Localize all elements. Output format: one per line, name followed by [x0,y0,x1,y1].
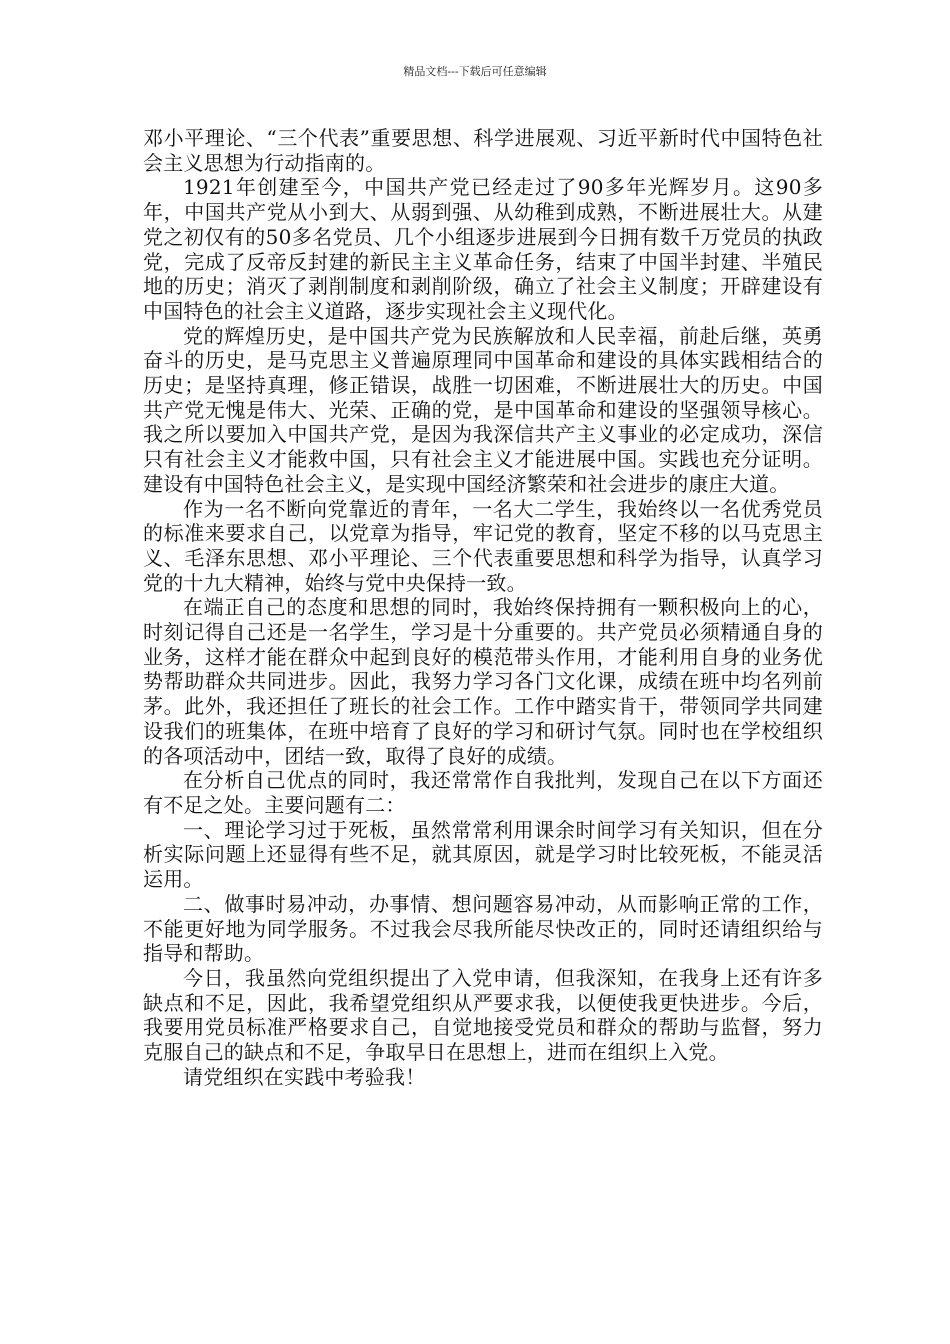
document-body [143,126,823,1089]
paragraph-application: 今日，我虽然向党组织提出了入党申请，但我深知，在我身上还有许多缺点和不足，因此，我希望党组织从严要求我，以便使我更快进步。今后，我要用党员标准严格要求自己，自觉地接受党员和群众的帮助与监督，努力克服自己的缺点和不足，争取早日在思想上，进而在组织上入党。 [143,965,823,1065]
paragraph-party-history: 1921年创建至今，中国共产党已经走过了90多年光辉岁月。这90多年，中国共产党从小到大、从弱到强、从幼稚到成熟，不断进展壮大。从建党之初仅有的50多名党员、几个小组逐步进展到今日拥有数千万党员的执政党，完成了反帝反封建的新民主主义革命任务，结束了中国半封建、半殖民地的历史；消灭了剥削制度和剥削阶级，确立了社会主义制度；开辟建设有中国特色的社会主义道路，逐步实现社会主义现代化。 [143,175,823,323]
paragraph-continuation: 邓小平理论、“三个代表”重要思想、科学进展观、习近平新时代中国特色社会主义思想为行动指南的。 [143,126,823,175]
paragraph-closing: 请党组织在实践中考验我！ [183,1064,426,1089]
paragraph-glorious-history: 党的辉煌历史，是中国共产党为民族解放和人民幸福，前赴后继，英勇奋斗的历史，是马克思主义普遍原理同中国革命和建设的具体实践相结合的历史；是坚持真理，修正错误，战胜一切困难，不断进展壮大的历史。中国共产党无愧是伟大、光荣、正确的党，是中国革命和建设的坚强领导核心。我之所以要加入中国共产党，是因为我深信共产主义事业的必定成功，深信只有社会主义才能救中国，只有社会主义才能进展中国。实践也充分证明。建设有中国特色社会主义，是实现中国经济繁荣和社会进步的康庄大道。 [143,323,823,496]
paragraph-self-criticism: 在分析自己优点的同时，我还常常作自我批判，发现自己在以下方面还有不足之处。主要问题有二： [143,768,823,817]
paragraph-self-requirement: 作为一名不断向党靠近的青年，一名大二学生，我始终以一名优秀党员的标准来要求自己，以党章为指导，牢记党的教育，坚定不移的以马克思主义、毛泽东思想、邓小平理论、三个代表重要思想和科学为指导，认真学习党的十九大精神，始终与党中央保持一致。 [143,496,823,595]
paragraph-problem-two: 二、做事时易冲动，办事情、想问题容易冲动，从而影响正常的工作，不能更好地为同学服务。不过我会尽我所能尽快改正的，同时还请组织给与指导和帮助。 [143,891,823,966]
page-header: 精品文档---下载后可任意编辑 [403,65,547,78]
paragraph-problem-one: 一、理论学习过于死板，虽然常常利用课余时间学习有关知识，但在分析实际问题上还显得有些不足，就其原因，就是学习时比较死板，不能灵活运用。 [143,817,823,892]
paragraph-study-work: 在端正自己的态度和思想的同时，我始终保持拥有一颗积极向上的心，时刻记得自己还是一名学生，学习是十分重要的。共产党员必须精通自身的业务，这样才能在群众中起到良好的模范带头作用，才能利用自身的业务优势帮助群众共同进步。因此，我努力学习各门文化课，成绩在班中均名列前茅。此外，我还担任了班长的社会工作。工作中踏实肯干，带领同学共同建设我们的班集体，在班中培育了良好的学习和研讨气氛。同时也在学校组织的各项活动中，团结一致，取得了良好的成绩。 [143,595,823,768]
